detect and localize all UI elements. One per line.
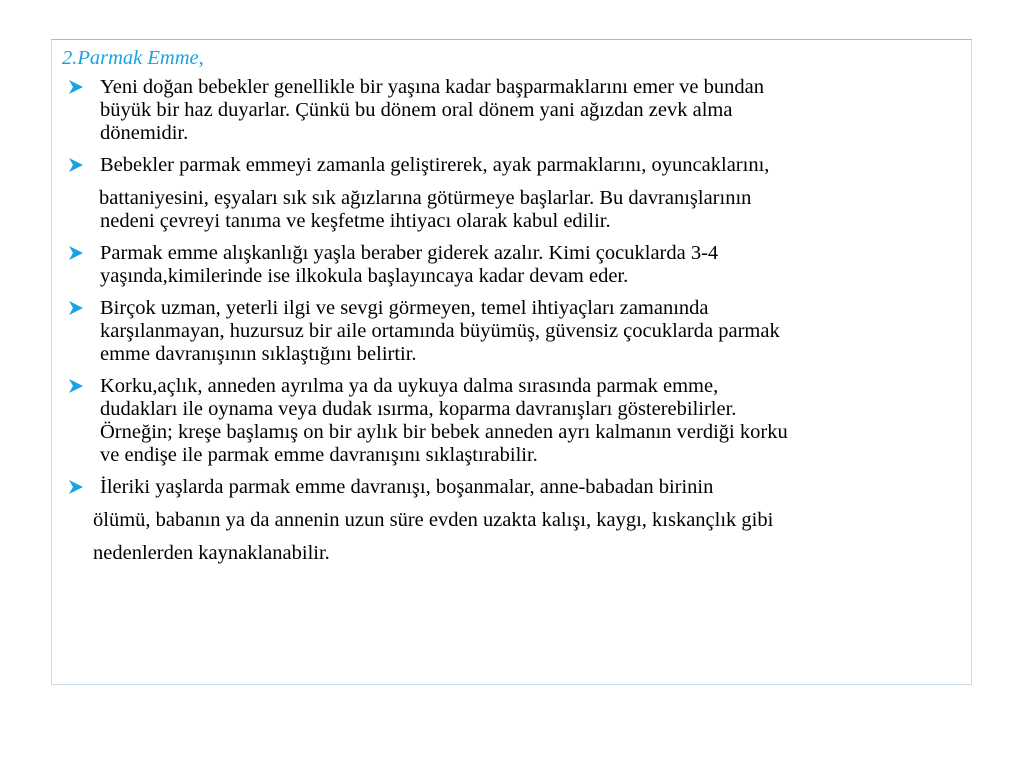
bullet-line: nedenlerden kaynaklanabilir. xyxy=(93,542,330,564)
bullet-line: battaniyesini, eşyaları sık sık ağızlarına götürmeye başlarlar. Bu davranışlarının xyxy=(99,187,752,209)
arrow-bullet-icon xyxy=(68,378,84,394)
bullet-line: yaşında,kimilerinde ise ilkokula başlayıncaya kadar devam eder. xyxy=(100,265,629,287)
bullet-line: dudakları ile oynama veya dudak ısırma, koparma davranışları gösterebilirler. xyxy=(100,398,737,420)
bullet-item xyxy=(62,154,962,233)
arrow-bullet-icon xyxy=(68,79,84,95)
slide-content xyxy=(62,47,962,565)
bullet-line: dönemidir. xyxy=(100,122,189,144)
bullet-line: karşılanmayan, huzursuz bir aile ortamında büyümüş, güvensiz çocuklarda parmak xyxy=(100,320,780,342)
bullet-line: Örneğin; kreşe başlamış on bir aylık bir bebek anneden ayrı kalmanın verdiği korku xyxy=(100,421,788,443)
bullet-line: Parmak emme alışkanlığı yaşla beraber giderek azalır. Kimi çocuklarda 3-4 xyxy=(100,242,719,264)
bullet-item xyxy=(62,297,962,366)
bullet-line: emme davranışının sıklaştığını belirtir. xyxy=(100,343,417,365)
bullet-line: Korku,açlık, anneden ayrılma ya da uykuya dalma sırasında parmak emme, xyxy=(100,375,719,397)
arrow-bullet-icon xyxy=(68,245,84,261)
section-heading: 2.Parmak Emme, xyxy=(62,47,204,69)
bullet-line: Yeni doğan bebekler genellikle bir yaşına kadar başparmaklarını emer ve bundan xyxy=(100,76,764,98)
arrow-bullet-icon xyxy=(68,300,84,316)
bullet-item xyxy=(62,76,962,145)
arrow-bullet-icon xyxy=(68,157,84,173)
bullet-item xyxy=(62,476,962,565)
text-box xyxy=(51,39,972,685)
bullet-item xyxy=(62,375,962,467)
arrow-bullet-icon xyxy=(68,479,84,495)
bullet-line: İleriki yaşlarda parmak emme davranışı, boşanmalar, anne-babadan birinin xyxy=(100,476,714,498)
bullet-line: büyük bir haz duyarlar. Çünkü bu dönem oral dönem yani ağızdan zevk alma xyxy=(100,99,733,121)
bullet-line: nedeni çevreyi tanıma ve keşfetme ihtiyacı olarak kabul edilir. xyxy=(100,210,611,232)
bullet-item xyxy=(62,242,962,288)
bullet-line: ölümü, babanın ya da annenin uzun süre evden uzakta kalışı, kaygı, kıskançlık gibi xyxy=(93,509,774,531)
bullet-line: Bebekler parmak emmeyi zamanla geliştirerek, ayak parmaklarını, oyuncaklarını, xyxy=(100,154,770,176)
bullet-line: ve endişe ile parmak emme davranışını sıklaştırabilir. xyxy=(100,444,538,466)
bullet-line: Birçok uzman, yeterli ilgi ve sevgi görmeyen, temel ihtiyaçları zamanında xyxy=(100,297,709,319)
